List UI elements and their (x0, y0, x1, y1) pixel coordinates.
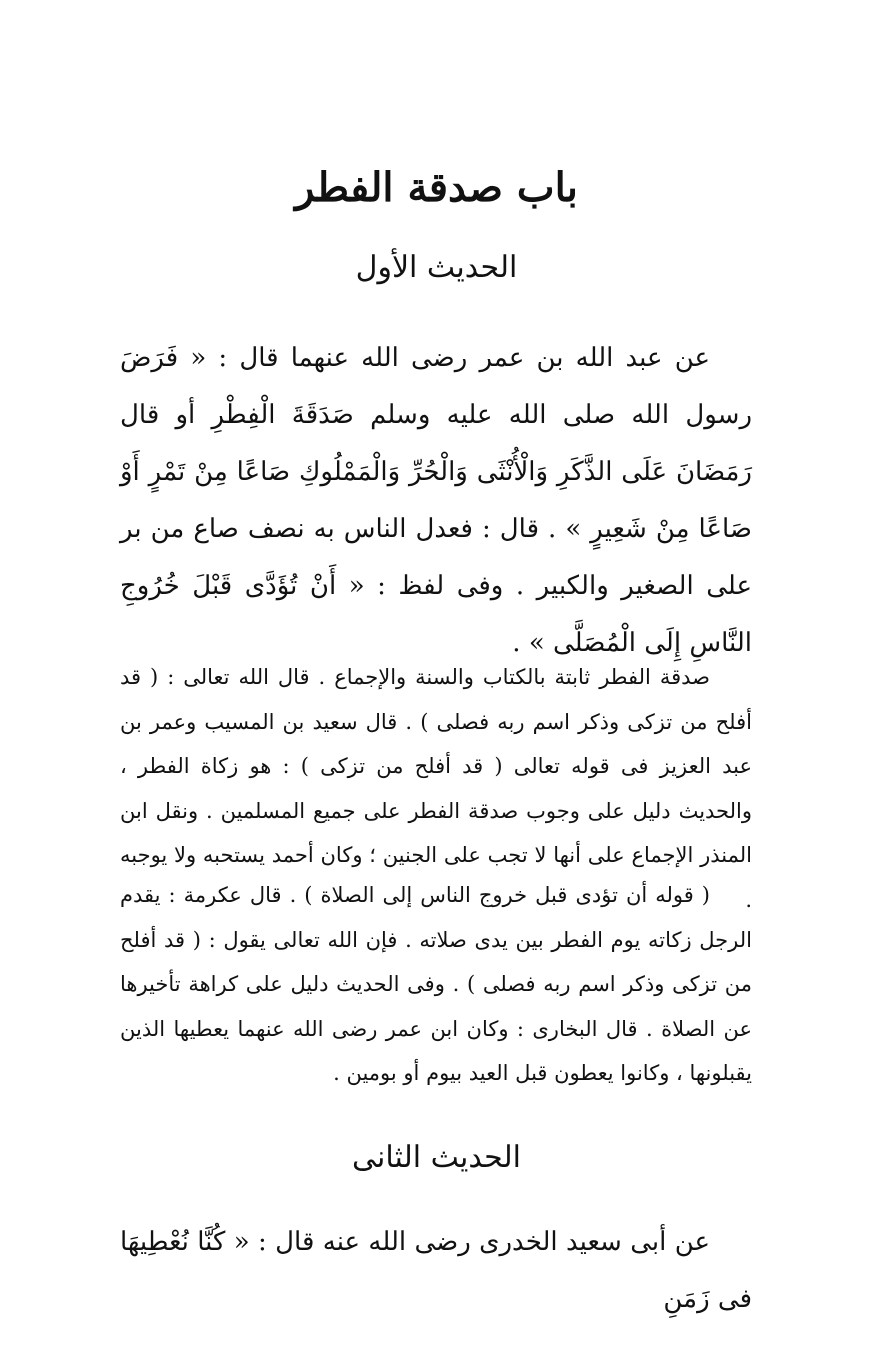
commentary-paragraph-second-body: ( قوله أن تؤدى قبل خروج الناس إلى الصلاة ) . قال عكرمة : يقدم الرجل زكاته يوم الفطر بين يدى صلاته . فإن الله تعالى يقول : ( قد أفلح من تزكى وذكر اسم ربه فصلى ) . وفى الحديث دليل على كراهة تأخيرها عن الصلاة . قال البخارى : وكان ابن عمر رضى الله عنهما يعطيها الذين يقبلونها ، وكانوا يعطون قبل العيد بيوم أو بومين . (120, 883, 752, 1085)
hadith-text-second-body: عن أبى سعيد الخدرى رضى الله عنه قال : « كُنَّا نُعْطِيهَا فى زَمَنِ (120, 1227, 752, 1314)
hadith-text-first (120, 330, 752, 672)
chapter-title: باب صدقة الفطر (295, 164, 578, 211)
hadith-heading-first: الحديث الأول (355, 250, 518, 285)
hadith-heading-second: الحديث الثانى (352, 1140, 521, 1175)
commentary-paragraph-first-body: صدقة الفطر ثابتة بالكتاب والسنة والإجماع . قال الله تعالى : ( قد أفلح من تزكى وذكر اسم ربه فصلى ) . قال سعيد بن المسيب وعمر بن عبد العزيز فى قوله تعالى ( قد أفلح من تزكى ) : هو زكاة الفطر ، والحديث دليل على وجوب صدقة الفطر على جميع المسلمين . ونقل ابن المنذر الإجماع على أنها لا تجب على الجنين ؛ وكان أحمد يستحبه ولا يوجبه . (120, 665, 752, 912)
commentary-paragraph-second (120, 873, 752, 1096)
hadith-text-second (120, 1214, 752, 1328)
hadith-text-first-body: عن عبد الله بن عمر رضى الله عنهما قال : « فَرَضَ رسول الله صلى الله عليه وسلم صَدَقَةَ الْفِطْرِ أو قال رَمَضَانَ عَلَى الذَّكَرِ وَالْأُنْثَى وَالْحُرِّ وَالْمَمْلُوكِ صَاعًا مِنْ تَمْرٍ أَوْ صَاعًا مِنْ شَعِيرٍ » . قال : فعدل الناس به نصف صاع من بر على الصغير والكبير . وفى لفظ : « أَنْ تُؤَدَّى قَبْلَ خُرُوجِ النَّاسِ إِلَى الْمُصَلَّى » . (120, 343, 752, 658)
